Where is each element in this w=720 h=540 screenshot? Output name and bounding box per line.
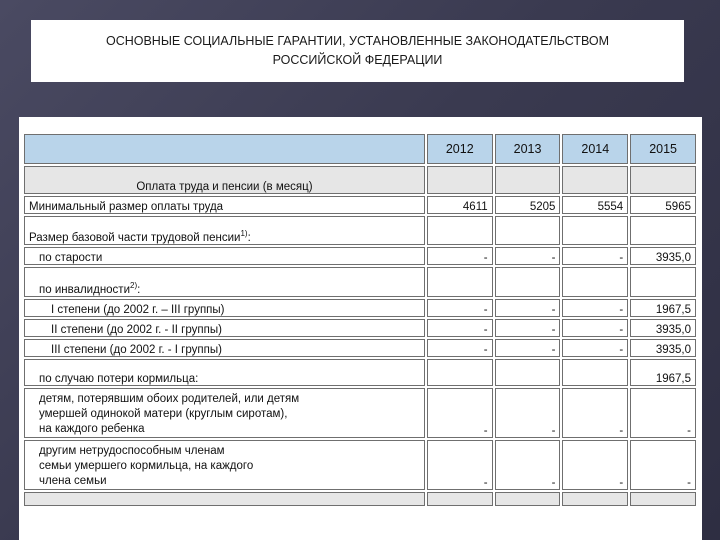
empty-cell — [562, 216, 628, 245]
value-cell: 1967,5 — [630, 359, 696, 386]
disability-group-label: I степени (до 2002 г. – III группы) — [24, 299, 425, 317]
footnote-mark: 2) — [130, 281, 138, 291]
value-cell: - — [562, 319, 628, 337]
table-row — [24, 196, 696, 214]
value-cell: - — [495, 388, 561, 438]
empty-cell — [630, 216, 696, 245]
empty-cell — [427, 267, 493, 297]
header-row — [24, 134, 696, 164]
empty-cell — [495, 492, 561, 506]
value-cell: - — [562, 339, 628, 357]
orphans-line: умершей одинокой матери (круглым сиротам), — [39, 408, 288, 420]
disability-label — [24, 267, 425, 297]
year-header-2013: 2013 — [495, 134, 561, 164]
section-empty-cell — [562, 166, 628, 194]
orphans-label — [24, 388, 425, 438]
table-row — [24, 267, 696, 297]
empty-cell — [562, 359, 628, 386]
value-cell: - — [427, 440, 493, 490]
value-cell: - — [495, 339, 561, 357]
title-line-2: РОССИЙСКОЙ ФЕДЕРАЦИИ — [272, 53, 443, 67]
value-cell: 5205 — [495, 196, 561, 214]
section-unit: (в месяц) — [262, 181, 313, 193]
social-guarantees-table — [22, 132, 698, 508]
table-row — [24, 299, 696, 317]
table-row — [24, 440, 696, 490]
empty-cell — [562, 267, 628, 297]
other-members-line: члена семьи — [39, 475, 107, 487]
other-members-label — [24, 440, 425, 490]
year-header-2014: 2014 — [562, 134, 628, 164]
table-row-cutoff — [24, 492, 696, 506]
document-image — [19, 117, 702, 540]
value-cell: - — [427, 388, 493, 438]
label-suffix: : — [247, 232, 251, 244]
value-cell: 3935,0 — [630, 339, 696, 357]
empty-cell — [427, 216, 493, 245]
value-cell: - — [562, 247, 628, 265]
value-cell: - — [427, 339, 493, 357]
slide-title — [31, 20, 684, 82]
value-cell: - — [495, 299, 561, 317]
base-pension-label — [24, 216, 425, 245]
table-row — [24, 216, 696, 245]
value-cell: - — [562, 388, 628, 438]
value-cell: - — [562, 299, 628, 317]
empty-cell — [630, 267, 696, 297]
empty-cell — [495, 359, 561, 386]
header-label-cell — [24, 134, 425, 164]
empty-cell — [24, 492, 425, 506]
value-cell: 1967,5 — [630, 299, 696, 317]
section-empty-cell — [495, 166, 561, 194]
value-cell: 3935,0 — [630, 319, 696, 337]
empty-cell — [495, 267, 561, 297]
survivor-label: по случаю потери кормильца: — [24, 359, 425, 386]
value-cell: - — [630, 440, 696, 490]
orphans-line: на каждого ребенка — [39, 423, 145, 435]
disability-group-label: II степени (до 2002 г. - II группы) — [24, 319, 425, 337]
section-empty-cell — [427, 166, 493, 194]
value-cell: - — [495, 440, 561, 490]
value-cell: - — [427, 299, 493, 317]
value-cell: - — [495, 247, 561, 265]
empty-cell — [495, 216, 561, 245]
empty-cell — [562, 492, 628, 506]
empty-cell — [427, 492, 493, 506]
other-members-line: другим нетрудоспособным членам — [39, 445, 225, 457]
section-title: Оплата труда и пенсии — [136, 181, 260, 193]
value-cell: - — [495, 319, 561, 337]
disability-text: по инвалидности — [39, 284, 131, 296]
orphans-line: детям, потерявшим обоих родителей, или детям — [39, 393, 300, 405]
table-row — [24, 359, 696, 386]
table-row — [24, 388, 696, 438]
disability-group-label: III степени (до 2002 г. - I группы) — [24, 339, 425, 357]
min-wage-label: Минимальный размер оплаты труда — [24, 196, 425, 214]
value-cell: - — [427, 319, 493, 337]
table-row — [24, 319, 696, 337]
empty-cell — [630, 492, 696, 506]
value-cell: - — [427, 247, 493, 265]
other-members-line: семьи умершего кормильца, на каждого — [39, 460, 254, 472]
section-row — [24, 166, 696, 194]
document-top-margin — [19, 117, 702, 129]
old-age-label: по старости — [24, 247, 425, 265]
label-suffix: : — [137, 284, 141, 296]
table-row — [24, 247, 696, 265]
table-row — [24, 339, 696, 357]
year-header-2012: 2012 — [427, 134, 493, 164]
value-cell: 4611 — [427, 196, 493, 214]
section-empty-cell — [630, 166, 696, 194]
section-title-cell — [24, 166, 425, 194]
empty-cell — [427, 359, 493, 386]
value-cell: - — [630, 388, 696, 438]
base-pension-text: Размер базовой части трудовой пенсии — [29, 232, 241, 244]
value-cell: 3935,0 — [630, 247, 696, 265]
value-cell: 5554 — [562, 196, 628, 214]
value-cell: - — [562, 440, 628, 490]
footnote-mark: 1) — [240, 229, 248, 239]
year-header-2015: 2015 — [630, 134, 696, 164]
value-cell: 5965 — [630, 196, 696, 214]
title-line-1: ОСНОВНЫЕ СОЦИАЛЬНЫЕ ГАРАНТИИ, УСТАНОВЛЕННЫЕ ЗАКОНОДАТЕЛЬСТВОМ — [105, 34, 610, 48]
